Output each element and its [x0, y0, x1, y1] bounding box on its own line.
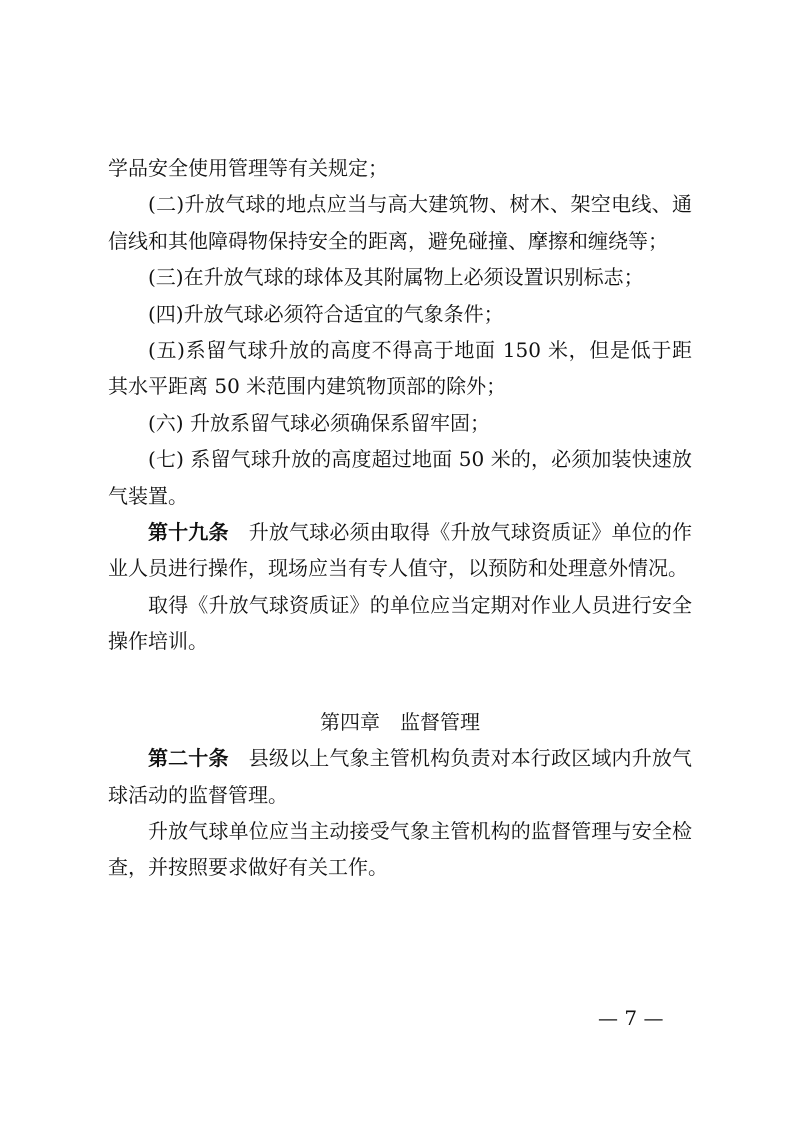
article-19-title: 第十九条 — [148, 520, 229, 545]
paragraph-item-4: (四)升放气球必须符合适宜的气象条件； — [148, 301, 504, 326]
page-number: — 7 — — [598, 1006, 664, 1030]
paragraph-item-7: (七) 系留气球升放的高度超过地面 50 米的，必须加装快速放气装置。 — [108, 447, 692, 508]
article-19-text: 升放气球必须由取得《升放气球资质证》单位的作业人员进行操作，现场应当有专人值守，以预防和处理意外情况。 — [108, 520, 693, 581]
document-body — [108, 150, 692, 886]
paragraph-item-2: (二)升放气球的地点应当与高大建筑物、树木、架空电线、通信线和其他障碍物保持安全的距离，避免碰撞、摩擦和缠绕等； — [108, 192, 692, 253]
article-20 — [108, 740, 692, 813]
article-19 — [108, 514, 692, 587]
paragraph-inspection: 升放气球单位应当主动接受气象主管机构的监督管理与安全检查，并按照要求做好有关工作。 — [108, 818, 692, 880]
article-20-title: 第二十条 — [148, 746, 229, 771]
paragraph-item-6: (六) 升放系留气球必须确保系留牢固； — [148, 410, 490, 435]
article-20-text: 县级以上气象主管机构负责对本行政区域内升放气球活动的监督管理。 — [108, 746, 693, 807]
paragraph-item-5: (五)系留气球升放的高度不得高于地面 150 米，但是低于距其水平距离 50 米范围内建筑物顶部的除外； — [108, 338, 692, 399]
paragraph-continuation: 学品安全使用管理等有关规定； — [108, 156, 388, 180]
paragraph-training: 取得《升放气球资质证》的单位应当定期对作业人员进行安全操作培训。 — [108, 592, 692, 654]
paragraph-item-3: (三)在升放气球的球体及其附属物上必须设置识别标志； — [148, 265, 644, 290]
chapter-heading: 第四章 监督管理 — [320, 709, 480, 734]
